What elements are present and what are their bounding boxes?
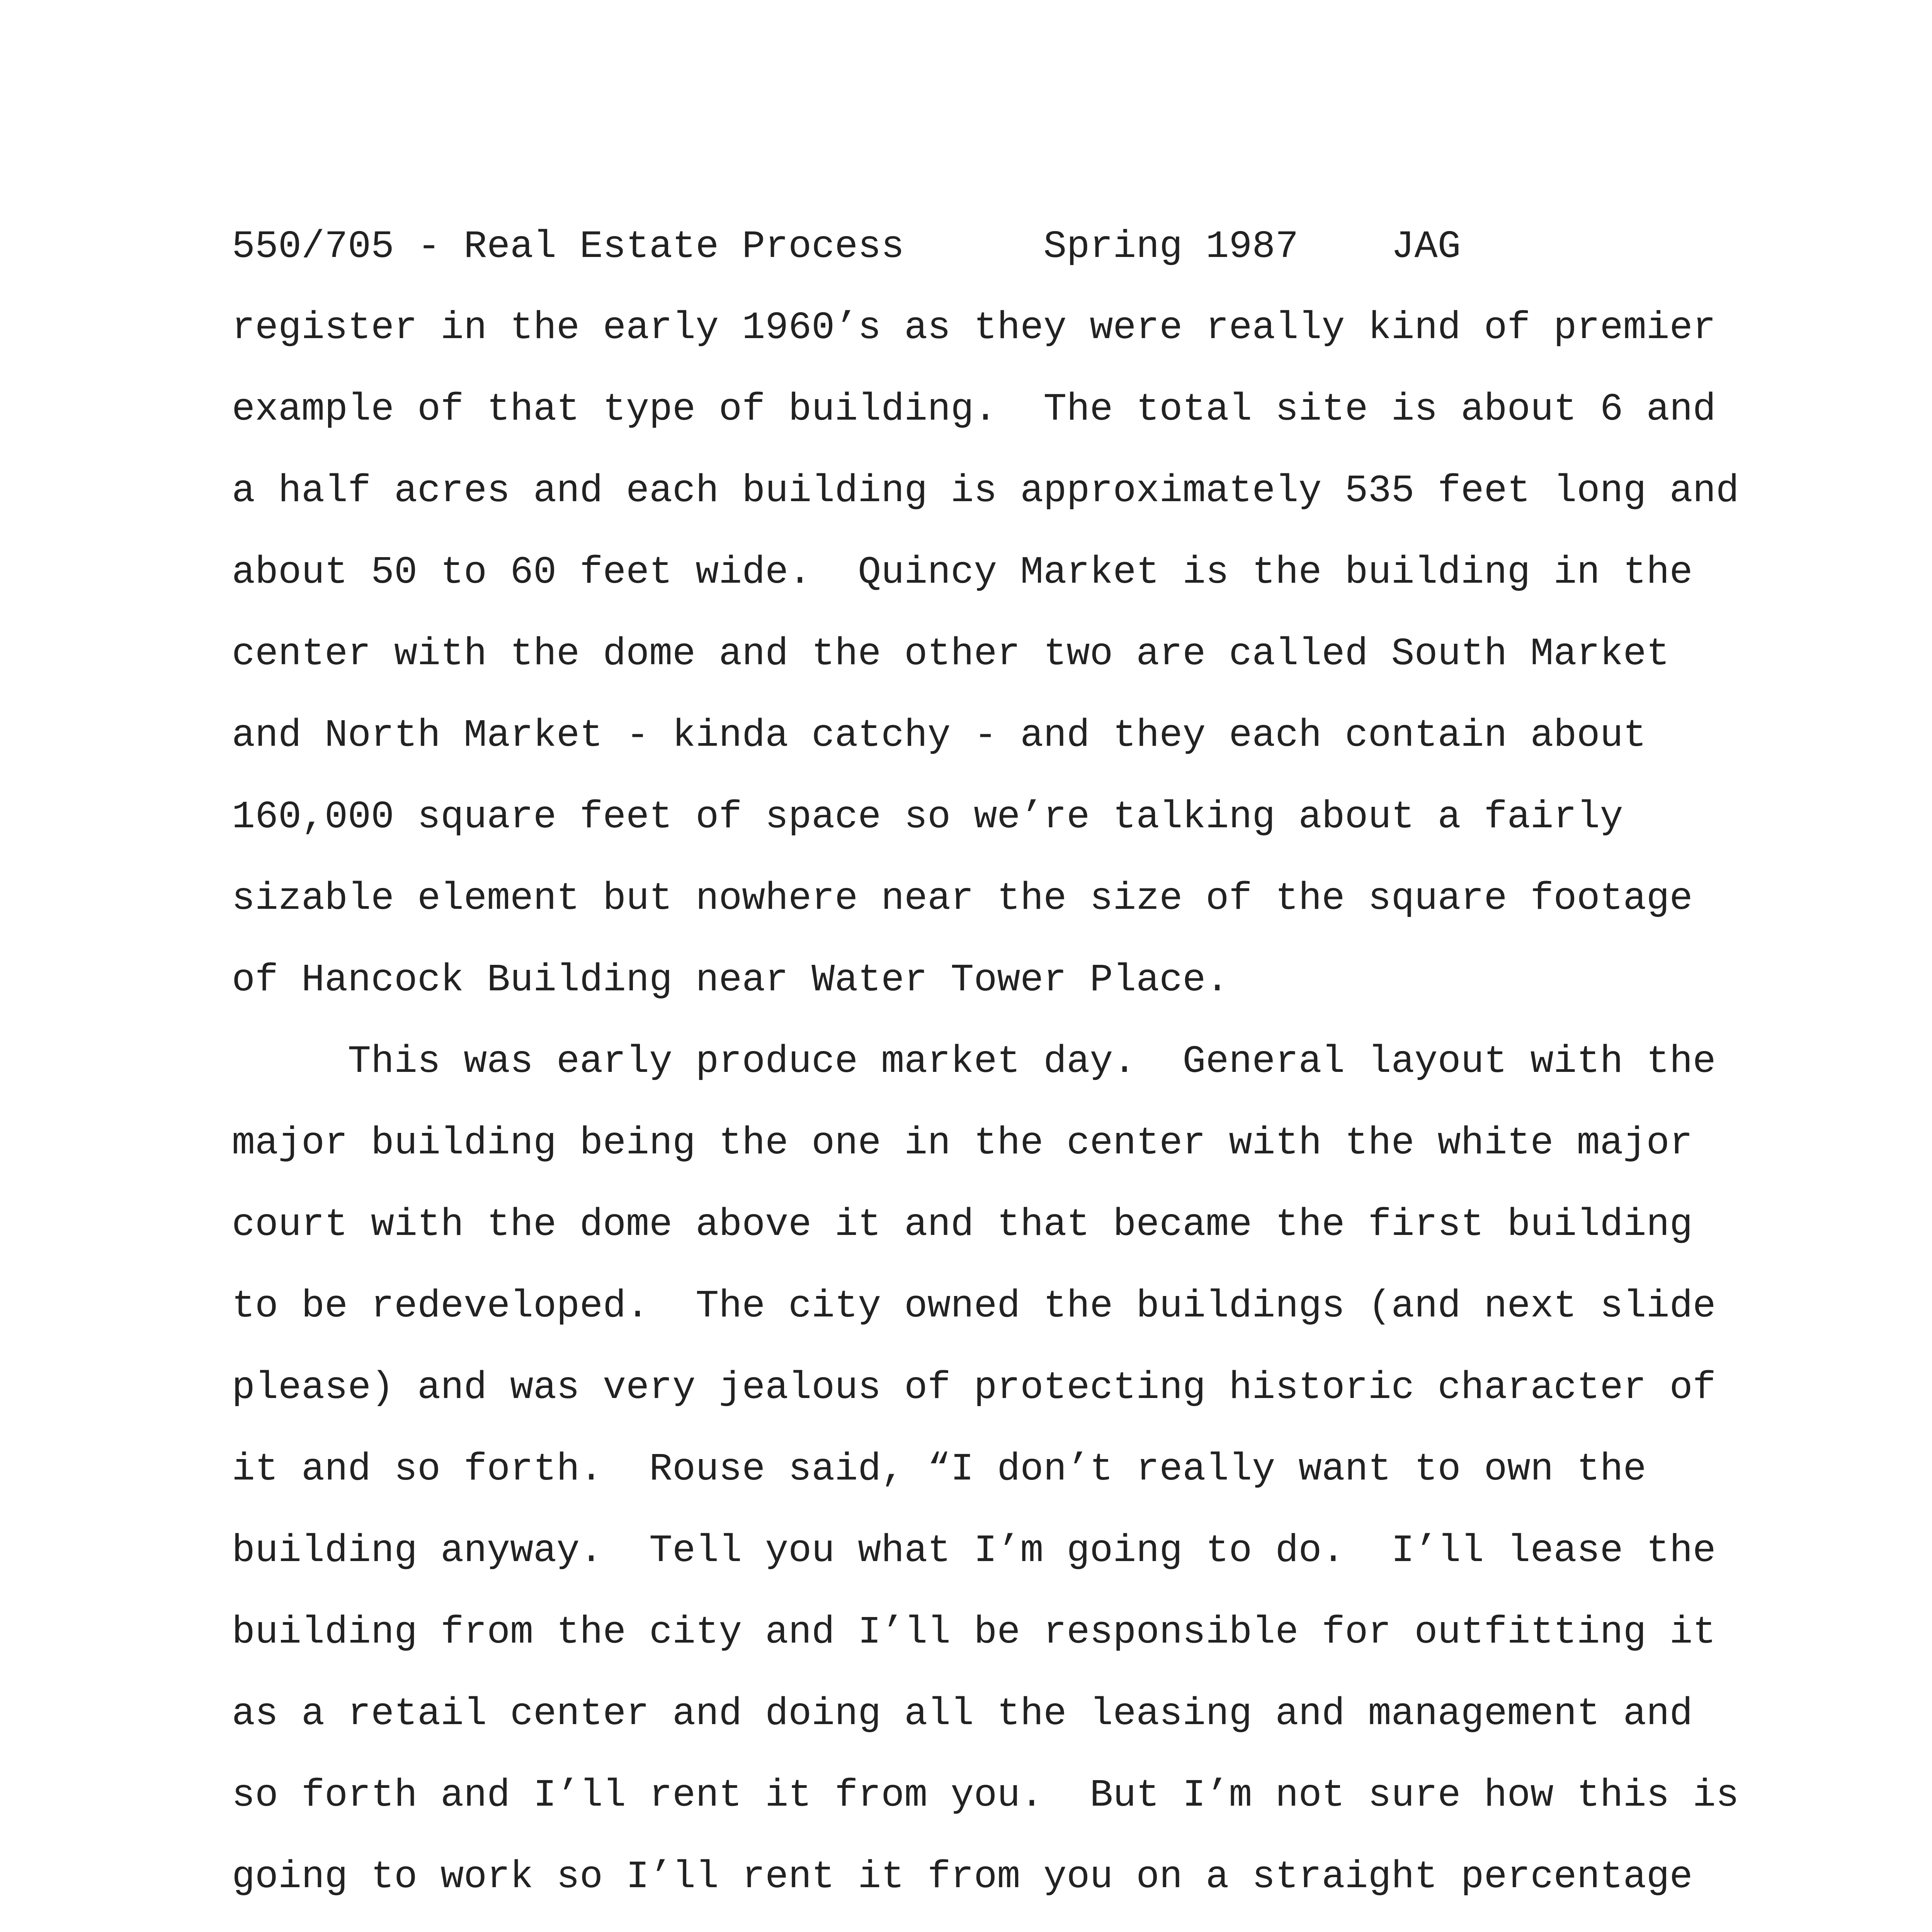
body-line-14: please) and was very jealous of protecting historic character of [232, 1366, 1716, 1410]
body-line-13: to be redeveloped. The city owned the buildings (and next slide [232, 1285, 1716, 1328]
body-line-17: building from the city and I’ll be responsible for outfitting it [232, 1611, 1716, 1655]
body-line-11: major building being the one in the center with the white major [232, 1122, 1693, 1165]
body-line-12: court with the dome above it and that became the first building [232, 1203, 1693, 1247]
body-line-20: going to work so I’ll rent it from you on a straight percentage [232, 1855, 1693, 1899]
body-line-2: example of that type of building. The total site is about 6 and [232, 388, 1716, 432]
body-line-10: This was early produce market day. General layout with the [232, 1040, 1716, 1084]
body-line-9: of Hancock Building near Water Tower Place. [232, 959, 1229, 1002]
body-line-7: 160,000 square feet of space so we’re talking about a fairly [232, 796, 1623, 839]
body-line-15: it and so forth. Rouse said, “I don’t really want to own the [232, 1448, 1646, 1492]
body-line-1: register in the early 1960’s as they were really kind of premier [232, 306, 1716, 350]
running-header: 550/705 - Real Estate Process Spring 1987 JAG [232, 225, 1461, 269]
body-line-19: so forth and I’ll rent it from you. But I’m not sure how this is [232, 1774, 1739, 1818]
body-line-18: as a retail center and doing all the leasing and management and [232, 1692, 1693, 1736]
body-line-3: a half acres and each building is approximately 535 feet long and [232, 469, 1739, 513]
body-line-16: building anyway. Tell you what I’m going to do. I’ll lease the [232, 1529, 1716, 1573]
body-line-6: and North Market - kinda catchy - and they each contain about [232, 714, 1646, 758]
body-line-8: sizable element but nowhere near the size of the square footage [232, 877, 1693, 921]
body-line-5: center with the dome and the other two are called South Market [232, 633, 1670, 676]
body-line-4: about 50 to 60 feet wide. Quincy Market is the building in the [232, 551, 1693, 595]
